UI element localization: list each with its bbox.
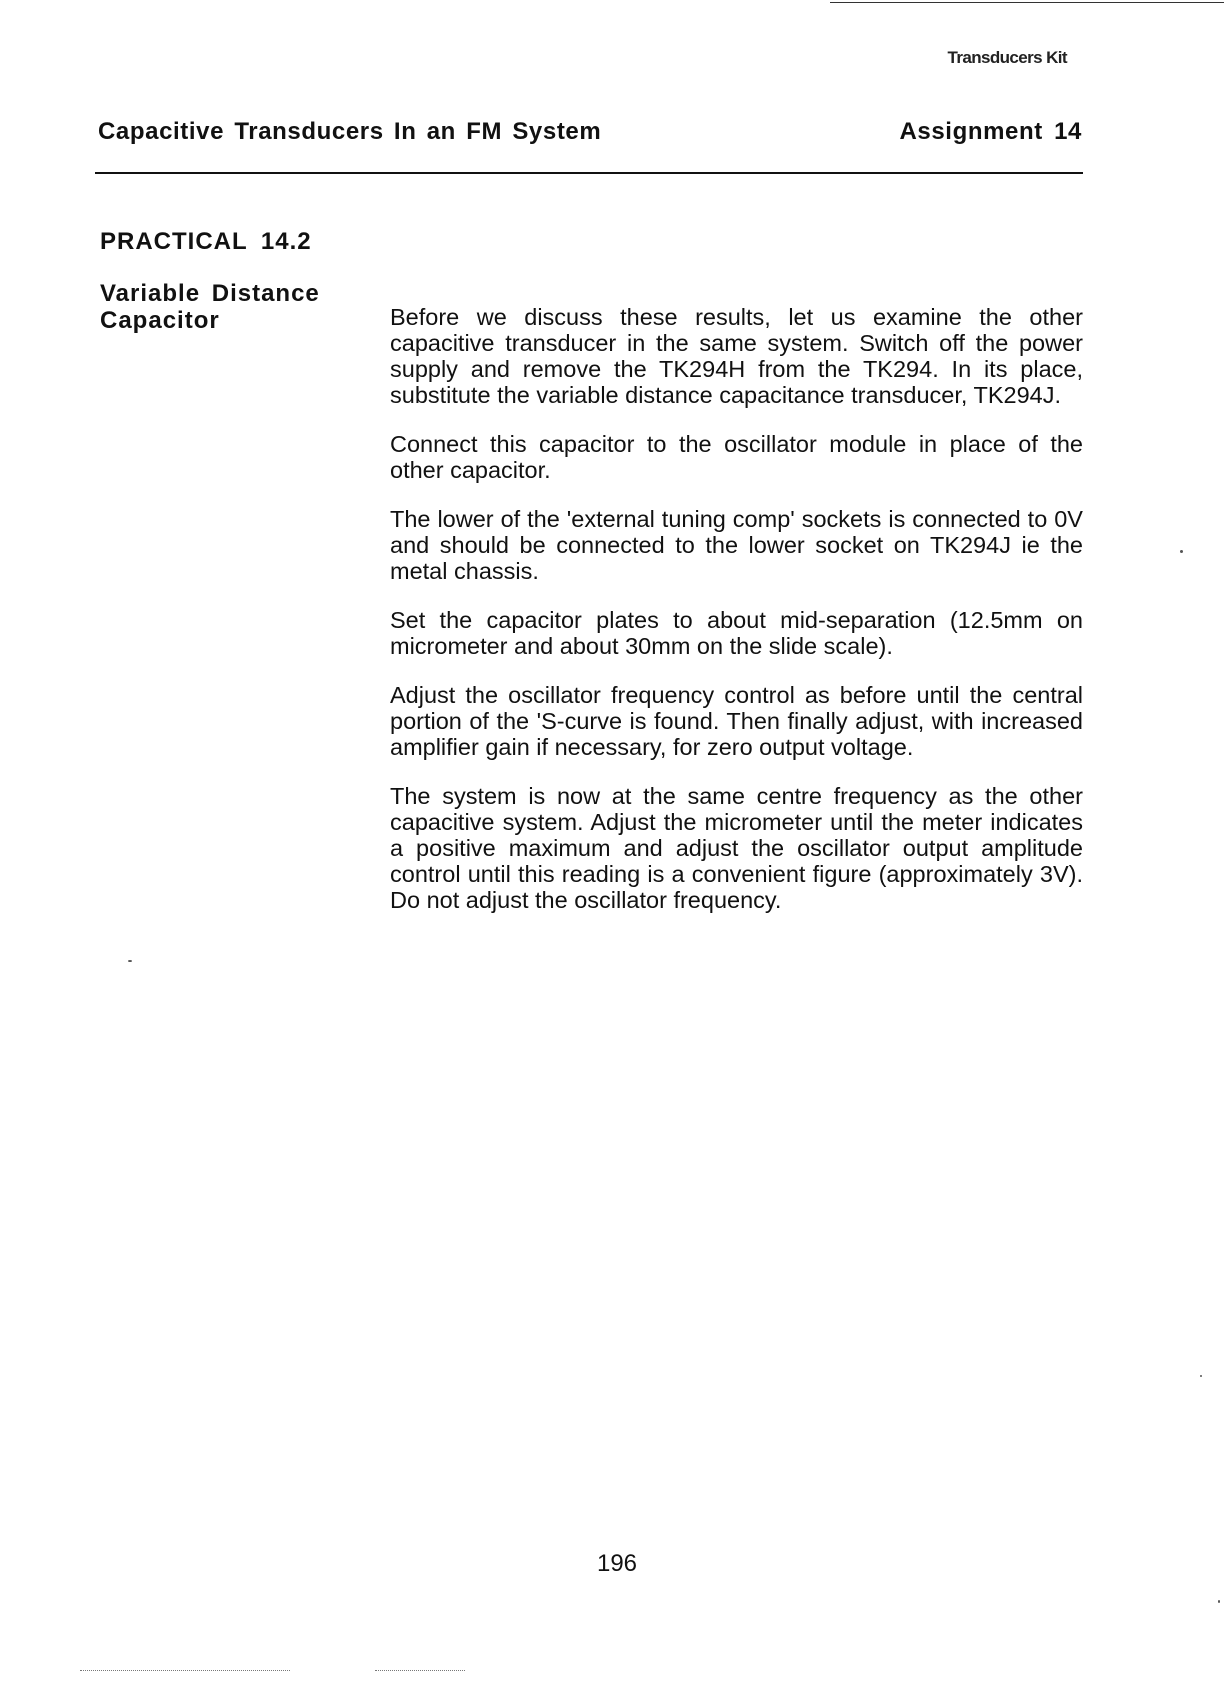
scan-speck xyxy=(128,960,132,962)
scan-speck xyxy=(1218,1600,1220,1603)
page-number: 196 xyxy=(596,1550,638,1577)
section-heading xyxy=(100,280,360,334)
practical-heading: PRACTICAL 14.2 xyxy=(100,228,312,255)
paragraph: Set the capacitor plates to about mid-separation (12.5mm on micrometer and about 30mm on the slide scale). xyxy=(390,607,1083,659)
page-title: Capacitive Transducers In an FM System xyxy=(98,118,602,145)
paragraph: Before we discuss these results, let us examine the other capacitive transducer in the same system. Switch off the power supply and remove the TK294H from the TK294. In its place, substitute the variable distance capacitance transducer, TK294J. xyxy=(390,304,1083,408)
top-edge-rule xyxy=(830,2,1224,3)
paragraph: The system is now at the same centre frequency as the other capacitive system. Adjust the micrometer until the meter indicates a positive maximum and adjust the oscillator output amplitude control until this reading is a convenient figure (approximately 3V). Do not adjust the oscillator frequency. xyxy=(390,783,1083,913)
header-divider xyxy=(95,172,1083,174)
section-heading-line1: Variable Distance xyxy=(100,280,320,307)
kit-label: Transducers Kit xyxy=(947,48,1067,67)
scan-edge-dots xyxy=(375,1670,465,1671)
paragraph: Adjust the oscillator frequency control as before until the central portion of the 'S-curve is found. Then finally adjust, with increased amplifier gain if necessary, for zero output voltage. xyxy=(390,682,1083,760)
body-text xyxy=(390,304,1083,936)
scan-edge-dots xyxy=(80,1670,290,1671)
assignment-label: Assignment 14 xyxy=(899,118,1082,145)
section-heading-line2: Capacitor xyxy=(100,307,220,334)
paragraph: Connect this capacitor to the oscillator module in place of the other capacitor. xyxy=(390,431,1083,483)
paragraph: The lower of the 'external tuning comp' sockets is connected to 0V and should be connected to the lower socket on TK294J ie the metal chassis. xyxy=(390,506,1083,584)
scan-speck xyxy=(1180,550,1183,553)
scan-speck xyxy=(1200,1375,1202,1377)
